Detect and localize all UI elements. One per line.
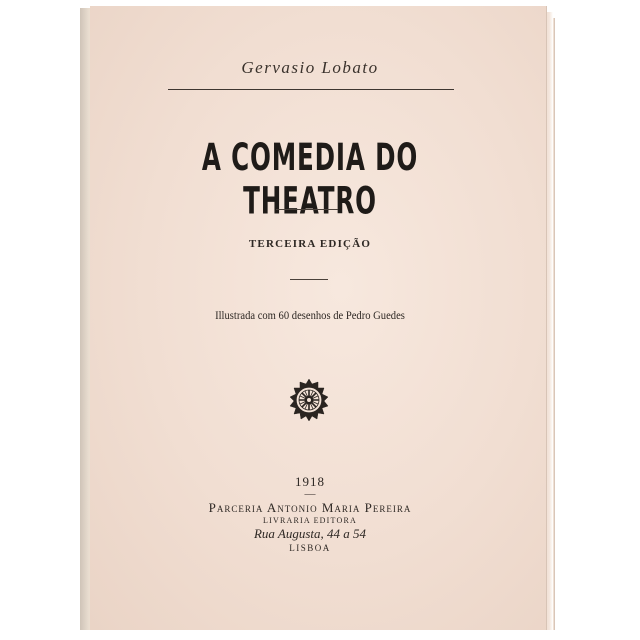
divider-rule <box>276 209 338 210</box>
book-title: A COMEDIA DO THEATRO <box>201 136 419 224</box>
publisher-name: Parceria Antonio Maria Pereira <box>208 500 412 515</box>
rosette-ornament-icon <box>287 378 331 422</box>
author-name: Gervasio Lobato <box>241 58 379 77</box>
edition-label: TERCEIRA EDIÇÃO <box>248 238 372 250</box>
divider-rule <box>290 279 328 280</box>
publisher-address: Rua Augusta, 44 a 54 <box>253 526 367 541</box>
publisher-city: LISBOA <box>289 543 331 553</box>
publisher-subtitle: LIVRARIA EDITORA <box>263 516 357 525</box>
illustration-note: Illustrada com 60 desenhos de Pedro Guedes <box>215 310 405 322</box>
publication-year: 1918 <box>295 474 325 489</box>
year-separator: — <box>304 488 316 500</box>
divider-rule <box>168 89 454 90</box>
